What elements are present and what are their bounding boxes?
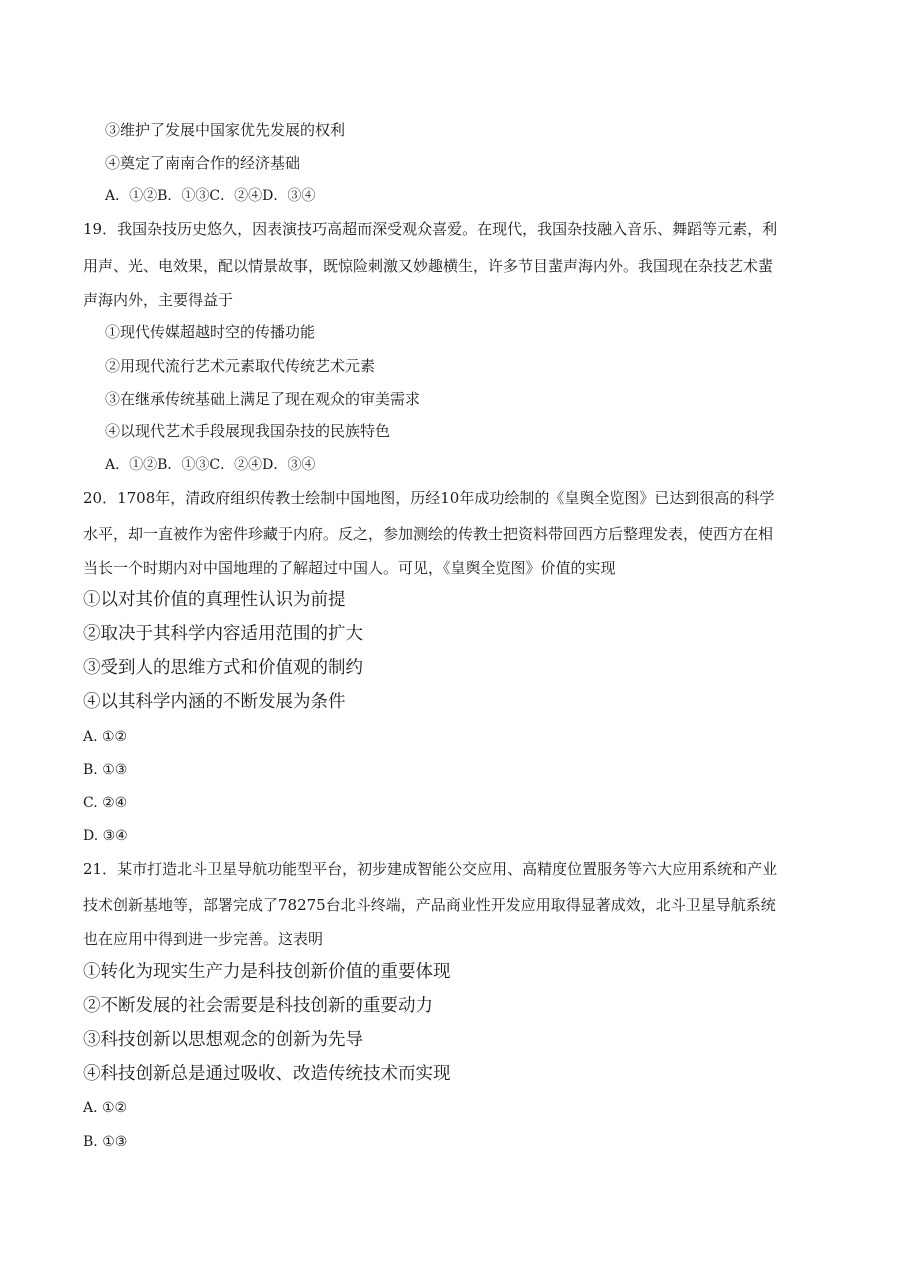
q20-option-d: D. ③④	[83, 828, 128, 844]
q21-option-a: A. ①②	[83, 1100, 128, 1116]
q20-stem-line-3: 当长一个时期内对中国地理的了解超过中国人。可见，《皇舆全览图》价值的实现	[83, 559, 616, 577]
q21-stem-line-3: 也在应用中得到进一步完善。这表明	[83, 930, 324, 948]
q20-option-a: A. ①②	[83, 729, 128, 745]
q20-item-2: ②取决于其科学内容适用范围的扩大	[83, 624, 363, 644]
q21-stem-line-2: 技术创新基地等，部署完成了78275台北斗终端，产品商业性开发应用取得显著成效，北斗卫星导航系统	[83, 896, 776, 914]
q18-item-3: ③维护了发展中国家优先发展的权利	[105, 121, 346, 139]
q20-option-c: C. ②④	[83, 795, 128, 811]
q21-stem-line-1: 21．某市打造北斗卫星导航功能型平台，初步建成智能公交应用、高精度位置服务等六大应用系统和产业	[83, 860, 778, 878]
q21-option-b: B. ①③	[83, 1134, 128, 1150]
q19-stem-line-3: 声海内外，主要得益于	[83, 291, 234, 309]
q21-item-1: ①转化为现实生产力是科技创新价值的重要体现	[83, 962, 451, 982]
q18-options: A．①②B．①③C．②④D．③④	[105, 188, 316, 204]
q21-item-3: ③科技创新以思想观念的创新为先导	[83, 1030, 363, 1050]
q20-item-1: ①以对其价值的真理性认识为前提	[83, 590, 346, 610]
q20-stem-line-2: 水平，却一直被作为密件珍藏于内府。反之，参加测绘的传教士把资料带回西方后整理发表，使西方在相	[83, 525, 774, 543]
q19-item-4: ④以现代艺术手段展现我国杂技的民族特色	[105, 422, 391, 440]
q20-item-3: ③受到人的思维方式和价值观的制约	[83, 658, 363, 678]
q20-item-4: ④以其科学内涵的不断发展为条件	[83, 692, 346, 712]
q19-item-3: ③在继承传统基础上满足了现在观众的审美需求	[105, 390, 421, 408]
q18-item-4: ④奠定了南南合作的经济基础	[105, 154, 301, 172]
q21-item-2: ②不断发展的社会需要是科技创新的重要动力	[83, 996, 433, 1016]
q19-options: A．①②B．①③C．②④D．③④	[105, 457, 316, 473]
q19-stem-line-2: 用声、光、电效果，配以情景故事，既惊险刺激又妙趣横生，许多节目蜚声海内外。我国现在杂技艺术蜚	[83, 257, 774, 275]
q19-item-2: ②用现代流行艺术元素取代传统艺术元素	[105, 357, 376, 375]
q20-stem-line-1: 20．1708年，清政府组织传教士绘制中国地图，历经10年成功绘制的《皇舆全览图》已达到很高的科学	[83, 489, 775, 507]
q20-option-b: B. ①③	[83, 762, 128, 778]
q19-stem-line-1: 19．我国杂技历史悠久，因表演技巧高超而深受观众喜爱。在现代，我国杂技融入音乐、舞蹈等元素，利	[83, 220, 778, 238]
q19-item-1: ①现代传媒超越时空的传播功能	[105, 323, 316, 341]
q21-item-4: ④科技创新总是通过吸收、改造传统技术而实现	[83, 1064, 451, 1084]
